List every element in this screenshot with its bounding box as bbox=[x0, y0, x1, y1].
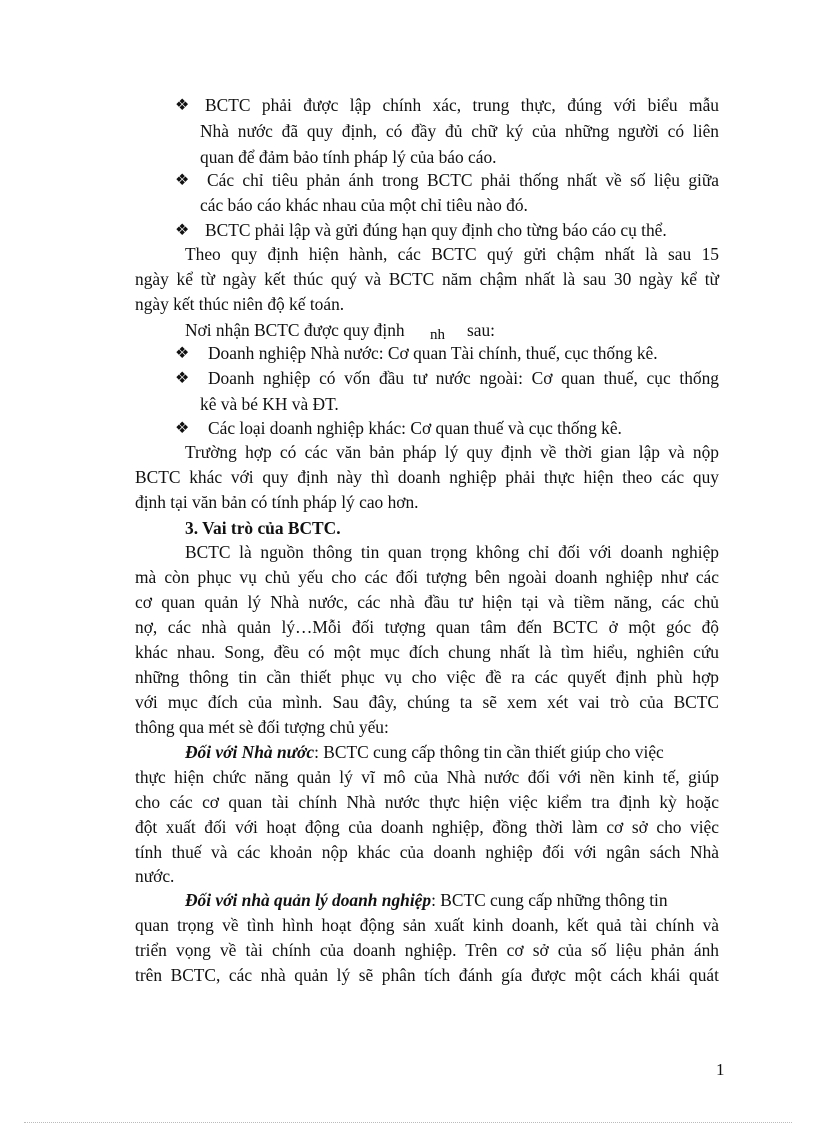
text-line: ngày kể từ ngày kết thúc quý và BCTC năm chậm nhất là sau 30 ngày kể từ bbox=[135, 269, 719, 289]
text-line: Các loại doanh nghiệp khác: Cơ quan thuế và cục thống kê. bbox=[208, 418, 622, 438]
text-line: nước. bbox=[135, 866, 175, 886]
bullet-icon: ❖ bbox=[175, 172, 190, 189]
bullet-icon: ❖ bbox=[175, 370, 190, 387]
text-line: khác nhau. Song, đều có một mục đích chung nhất là tìm hiểu, nghiên cứu bbox=[135, 642, 719, 662]
section-heading: 3. Vai trò của BCTC. bbox=[185, 518, 341, 538]
text-line: thực hiện chức năng quản lý vĩ mô của Nhà nước đối với nền kinh tế, giúp bbox=[135, 767, 719, 787]
text-run: : BCTC cung cấp thông tin cần thiết giúp cho việc bbox=[314, 742, 664, 762]
text-line: cơ quan quản lý Nhà nước, các nhà đầu tư hiện tại và tiềm năng, các chủ bbox=[135, 592, 719, 612]
text-line: các báo cáo khác nhau của một chỉ tiêu nào đó. bbox=[200, 195, 528, 215]
text-line: triển vọng về tài chính của doanh nghiệp. Trên cơ sở của số liệu phản ánh bbox=[135, 940, 719, 960]
text-line bbox=[185, 740, 719, 765]
bullet-icon: ❖ bbox=[175, 345, 190, 362]
text-line: BCTC khác với quy định này thì doanh nghiệp phải thực hiện theo các quy bbox=[135, 467, 719, 487]
text-line: BCTC phải được lập chính xác, trung thực, đúng với biểu mẫu bbox=[205, 95, 719, 115]
text-line: Nhà nước đã quy định, có đầy đủ chữ ký của những người có liên bbox=[200, 121, 719, 141]
text-fragment: nh bbox=[430, 327, 445, 343]
text-line: quan để đảm bảo tính pháp lý của báo cáo. bbox=[200, 147, 497, 167]
text-line bbox=[185, 888, 719, 913]
text-line: ngày kết thúc niên độ kế toán. bbox=[135, 294, 345, 314]
text-line: với mục đích của mình. Sau đây, chúng ta sẽ xem xét vai trò của BCTC bbox=[135, 692, 719, 712]
text-line: cho các cơ quan tài chính Nhà nước thực hiện việc kiểm tra định kỳ hoặc bbox=[135, 792, 719, 812]
text-line: tính thuế và các khoản nộp khác của doanh nghiệp đối với ngân sách Nhà bbox=[135, 842, 719, 862]
text-line: đột xuất đối với hoạt động của doanh nghiệp, đồng thời làm cơ sở cho việc bbox=[135, 817, 719, 837]
text-line: những thông tin cần thiết phục vụ cho việc đề ra các quyết định phù hợp bbox=[135, 667, 719, 687]
text-fragment: sau: bbox=[467, 320, 496, 340]
text-line: Doanh nghiệp có vốn đầu tư nước ngoài: Cơ quan thuế, cục thống bbox=[208, 368, 719, 388]
text-line: trên BCTC, các nhà quản lý sẽ phân tích đánh gía được một cách khái quát bbox=[135, 965, 719, 985]
text-line: Các chỉ tiêu phản ánh trong BCTC phải thống nhất về số liệu giữa bbox=[207, 170, 719, 190]
text-line: thông qua mét sè đối tượng chủ yếu: bbox=[135, 717, 389, 737]
lead-term: Đối với nhà quản lý doanh nghiệp bbox=[185, 890, 432, 910]
text-line: nợ, các nhà quản lý…Mỗi đối tượng quan tâm đến BCTC ở một góc độ bbox=[135, 617, 719, 637]
text-line: mà còn phục vụ chủ yếu cho các đối tượng bên ngoài doanh nghiệp như các bbox=[135, 567, 719, 587]
bullet-icon: ❖ bbox=[175, 420, 190, 437]
page-number: 1 bbox=[716, 1060, 725, 1079]
text-line: BCTC là nguồn thông tin quan trọng không chỉ đối với doanh nghiệp bbox=[185, 542, 719, 562]
text-line: BCTC phải lập và gửi đúng hạn quy định cho từng báo cáo cụ thể. bbox=[205, 220, 667, 240]
text-line: định tại văn bản có tính pháp lý cao hơn. bbox=[135, 492, 419, 512]
text-line: quan trọng về tình hình hoạt động sản xuất kinh doanh, kết quả tài chính và bbox=[135, 915, 719, 935]
text-line: Nơi nhận BCTC được quy định bbox=[185, 320, 405, 340]
text-run: : BCTC cung cấp những thông tin bbox=[431, 890, 668, 910]
bullet-icon: ❖ bbox=[175, 222, 190, 239]
text-line: kê và bé KH và ĐT. bbox=[200, 394, 339, 414]
text-line: Doanh nghiệp Nhà nước: Cơ quan Tài chính, thuế, cục thống kê. bbox=[208, 343, 658, 363]
text-line: Trường hợp có các văn bản pháp lý quy định về thời gian lập và nộp bbox=[185, 442, 719, 462]
text-line: Theo quy định hiện hành, các BCTC quý gửi chậm nhất là sau 15 bbox=[185, 244, 719, 264]
bullet-icon: ❖ bbox=[175, 97, 190, 114]
lead-term: Đối với Nhà nước bbox=[185, 742, 315, 762]
